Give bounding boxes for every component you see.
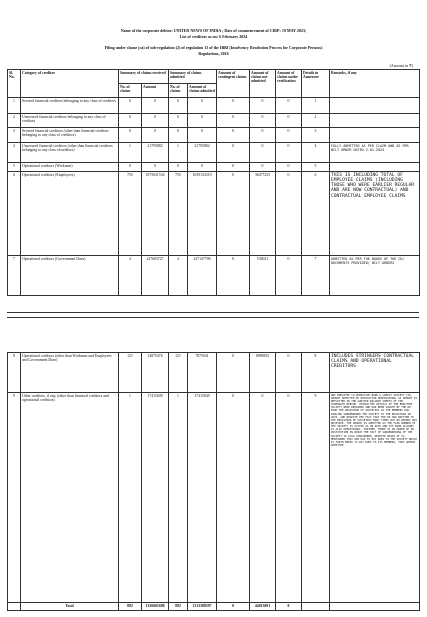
- row-amount-received: 14875476: [142, 353, 169, 393]
- row-no-claims-received: 0: [119, 98, 142, 114]
- row-amount-received: 0: [142, 163, 169, 172]
- row-no-claims-received: 0: [119, 163, 142, 172]
- col-summary-admitted: Summary of claims admitted: [169, 70, 217, 84]
- row-contingent: 0: [217, 143, 250, 163]
- total-amount-received: 1356601688: [142, 603, 169, 611]
- row-no-claims-admitted: 755: [169, 172, 188, 256]
- row-amount-admitted: 0: [188, 128, 217, 143]
- row-under-verification: 0: [276, 353, 302, 393]
- row-amount-received: 0: [142, 128, 169, 143]
- total-contingent: 0: [217, 603, 250, 611]
- row-amount-admitted: 1039154319: [188, 172, 217, 256]
- row-amount-admitted: 17415049: [188, 393, 217, 603]
- row-remarks: UNI EMPLOYEE CO-OPERATIVE BANK & CREDIT SOCIETY LTD. AMOUNT ADMITTED BY RESOLUTION PROFESSIONAL AS AMOUNT IS REFLECTED IN THE AUDITED BALANCE SHEETS OF THE CORPORATE DEBTOR. THOUGH THE DETAILS OF THE EMPLOYEE SOCIETY WERE REQUIRED AND HAD BEEN SOUGHT BY THE RP FROM THE REGISTRAR OF SOCIETIES AS THE MEMBERS HAD EARLIER SURRENDERED THE SOCIETY TO THE REGISTRAR IN 2022, AND DESPITE THE FACT THAT THE RP HAD WRITTEN TO THE REGISTRAR OF SOCIETIES MANY TIMES BUT NO REVERT WAS RECEIVED. THE AMOUNT IS ADMITTED AS THE FAIR NUMBER OF THE SOCIETY IS ACTIVE AS ON DATE AND ITS BANK ACCOUNT IS ALSO OPERATIONAL. FURTHER, THERE IS AN ORDER OF AN INSTITUTION IN WHICH THE FACT OF SURRENDERING OF THE SOCIETY IS ALSO CONSIDERED, DESPITE WHICH IT IS MENTIONED THAT UNI HAS TO PAY DUES TO THE SOCIETY WHICH IS FURTH NEEDS TO PAY DUES TO ITS MEMBERS, THUS AMOUNT ADMITTED: [330, 393, 420, 603]
- regulation-year: Regulations, 2016: [198, 51, 229, 56]
- total-annexure-blank: [302, 603, 330, 611]
- total-no-claims-received: 882: [119, 603, 142, 611]
- row-sl: 5: [8, 163, 21, 172]
- total-under-verification: 0: [276, 603, 302, 611]
- row-remarks: INCLUDES STRINGERS CONTRACTUAL CLAIMS AND OPERATIONAL CREDITORS: [330, 353, 420, 393]
- row-not-admitted: 536021: [250, 256, 276, 296]
- row-category: Secured financial creditors belonging to any class of creditors: [21, 98, 119, 114]
- row-no-claims-admitted: 0: [169, 98, 188, 114]
- row-category: Operational creditors (Employees): [21, 172, 119, 256]
- row-not-admitted: 36477235: [250, 172, 276, 256]
- row-under-verification: 0: [276, 163, 302, 172]
- col-contingent: Amount of contingent claims: [217, 70, 250, 98]
- page-break-rule-2: [7, 317, 419, 318]
- row-contingent: 0: [217, 256, 250, 296]
- row-category: Other creditors, if any, (other than financial creditors and operational creditors): [21, 393, 119, 603]
- row-no-claims-received: 4: [119, 256, 142, 296]
- col-amount-admitted: Amount of claims admitted: [188, 84, 217, 98]
- row-not-admitted: 0: [250, 393, 276, 603]
- table-row: [8, 98, 420, 114]
- row-remarks: FULLY ADMITTED AS PER CLAIM AND AS PER NCLT ORDER DATED 2.01.2024: [330, 143, 420, 163]
- row-not-admitted: 0: [250, 114, 276, 128]
- row-no-claims-received: 755: [119, 172, 142, 256]
- row-category: Secured financial creditors (other than financial creditors belonging to any class of creditors): [21, 128, 119, 143]
- row-annexure: 5: [302, 163, 330, 172]
- row-under-verification: 0: [276, 256, 302, 296]
- row-contingent: 0: [217, 114, 250, 128]
- row-under-verification: 0: [276, 114, 302, 128]
- row-annexure: 3: [302, 128, 330, 143]
- row-amount-received: 227683727: [142, 256, 169, 296]
- row-remarks: [330, 128, 420, 143]
- row-amount-admitted: 0: [188, 163, 217, 172]
- row-sl: 7: [8, 256, 21, 296]
- total-amount-admitted: 1313388597: [188, 603, 217, 611]
- row-annexure: 1: [302, 98, 330, 114]
- col-annexure: Details in Annexure: [302, 70, 330, 98]
- row-no-claims-admitted: 4: [169, 256, 188, 296]
- total-blank: [8, 603, 21, 611]
- row-sl: 8: [8, 353, 21, 393]
- amount-unit-note: (Amount in ₹): [389, 63, 413, 68]
- row-not-admitted: 0: [250, 163, 276, 172]
- row-category: Operational creditors (other than Workmen and Employees and Government Dues): [21, 353, 119, 393]
- row-contingent: 0: [217, 172, 250, 256]
- creditors-table: [7, 69, 420, 296]
- row-remarks: THIS IS INCLUDING TOTAL OF EMPLOYEE CLAIMS (INCLUDING THOSE WHO WERE EARLIER REGULAR AND ARE NOW CONTRACTUAL) AND CONTRACTUAL EMPLOYEE CLAIMS: [330, 172, 420, 256]
- col-category: Category of creditor: [21, 70, 119, 98]
- row-sl: 9: [8, 393, 21, 603]
- row-not-admitted: 0: [250, 128, 276, 143]
- row-amount-received: 21795882: [142, 143, 169, 163]
- table-row: [8, 256, 420, 296]
- row-category: Operational creditors (Workmen): [21, 163, 119, 172]
- total-no-claims-admitted: 882: [169, 603, 188, 611]
- row-amount-received: 1075631554: [142, 172, 169, 256]
- row-contingent: 0: [217, 163, 250, 172]
- row-amount-received: 0: [142, 98, 169, 114]
- row-category: Unsecured financial creditors belonging to any class of creditors: [21, 114, 119, 128]
- row-contingent: 0: [217, 98, 250, 114]
- row-no-claims-admitted: 0: [169, 128, 188, 143]
- row-amount-admitted: 7875641: [188, 353, 217, 393]
- row-amount-received: 0: [142, 114, 169, 128]
- col-amount-received: Amount: [142, 84, 169, 98]
- row-annexure: 2: [302, 114, 330, 128]
- row-no-claims-received: 0: [119, 128, 142, 143]
- col-not-admitted: Amount of claims not admitted: [250, 70, 276, 98]
- row-sl: 4: [8, 143, 21, 163]
- row-amount-received: 17415049: [142, 393, 169, 603]
- row-annexure: 8: [302, 353, 330, 393]
- table-row: [8, 163, 420, 172]
- row-not-admitted: 0: [250, 143, 276, 163]
- row-remarks: [330, 98, 420, 114]
- table-row: [8, 393, 420, 603]
- row-no-claims-admitted: 0: [169, 163, 188, 172]
- row-category: Operational creditors (Government Dues): [21, 256, 119, 296]
- row-remarks: [330, 114, 420, 128]
- filing-regulation: Filing under clause (ca) of sub-regulation (2) of regulation 13 of the IBBI (Insolvency Resolution Process for Corporate Persons): [104, 45, 323, 50]
- page-break-gap: [0, 300, 427, 344]
- row-not-admitted: 6999835: [250, 353, 276, 393]
- table-row: [8, 114, 420, 128]
- col-under-verification: Amount of claims under verification: [276, 70, 302, 98]
- total-row: [8, 603, 420, 611]
- row-no-claims-received: 0: [119, 114, 142, 128]
- col-no-claims-admitted: No. of claims: [169, 84, 188, 98]
- col-no-claims-received: No. of claims: [119, 84, 142, 98]
- row-sl: 6: [8, 172, 21, 256]
- col-summary-received: Summary of claims received: [119, 70, 169, 84]
- row-amount-admitted: 21795882: [188, 143, 217, 163]
- row-under-verification: 0: [276, 128, 302, 143]
- row-annexure: 7: [302, 256, 330, 296]
- row-no-claims-admitted: 121: [169, 353, 188, 393]
- row-remarks: ADMITTED AS PER THE BOOKS OF THE CD/ DOCUMENTS PROVIDED/ NCLT ORDERS: [330, 256, 420, 296]
- row-under-verification: 0: [276, 172, 302, 256]
- page-break-rule-1: [7, 312, 419, 313]
- col-sl: Sl. No.: [8, 70, 21, 98]
- row-under-verification: 0: [276, 393, 302, 603]
- row-annexure: 4: [302, 143, 330, 163]
- row-contingent: 0: [217, 353, 250, 393]
- row-no-claims-admitted: 1: [169, 143, 188, 163]
- row-contingent: 0: [217, 393, 250, 603]
- table-row: [8, 353, 420, 393]
- row-under-verification: 0: [276, 143, 302, 163]
- table-row: [8, 172, 420, 256]
- row-sl: 1: [8, 98, 21, 114]
- row-sl: 3: [8, 128, 21, 143]
- total-remarks-blank: [330, 603, 420, 611]
- total-label: Total: [21, 603, 119, 611]
- list-date: List of creditors as on: 6 February 2024: [179, 34, 248, 39]
- row-annexure: 9: [302, 393, 330, 603]
- row-amount-admitted: 0: [188, 98, 217, 114]
- row-annexure: 6: [302, 172, 330, 256]
- table-row: [8, 143, 420, 163]
- row-no-claims-received: 1: [119, 393, 142, 603]
- row-amount-admitted: 227147706: [188, 256, 217, 296]
- row-category: Unsecured financial creditors (other than financial creditors belonging to any class ofcreditors): [21, 143, 119, 163]
- col-remarks: Remarks, if any: [330, 70, 420, 98]
- row-no-claims-admitted: 0: [169, 114, 188, 128]
- row-not-admitted: 0: [250, 98, 276, 114]
- row-contingent: 0: [217, 128, 250, 143]
- total-not-admitted: 44013091: [250, 603, 276, 611]
- row-sl: 2: [8, 114, 21, 128]
- debtor-title: Name of the corporate debtor: UNITED NEWS OF INDIA ; Date of commencement of CIRP: 19 MAY 2023;: [120, 28, 307, 33]
- row-under-verification: 0: [276, 98, 302, 114]
- row-amount-admitted: 0: [188, 114, 217, 128]
- row-no-claims-received: 1: [119, 143, 142, 163]
- row-remarks: [330, 163, 420, 172]
- creditors-table-continued: [7, 352, 420, 611]
- row-no-claims-admitted: 1: [169, 393, 188, 603]
- row-no-claims-received: 121: [119, 353, 142, 393]
- table-row: [8, 128, 420, 143]
